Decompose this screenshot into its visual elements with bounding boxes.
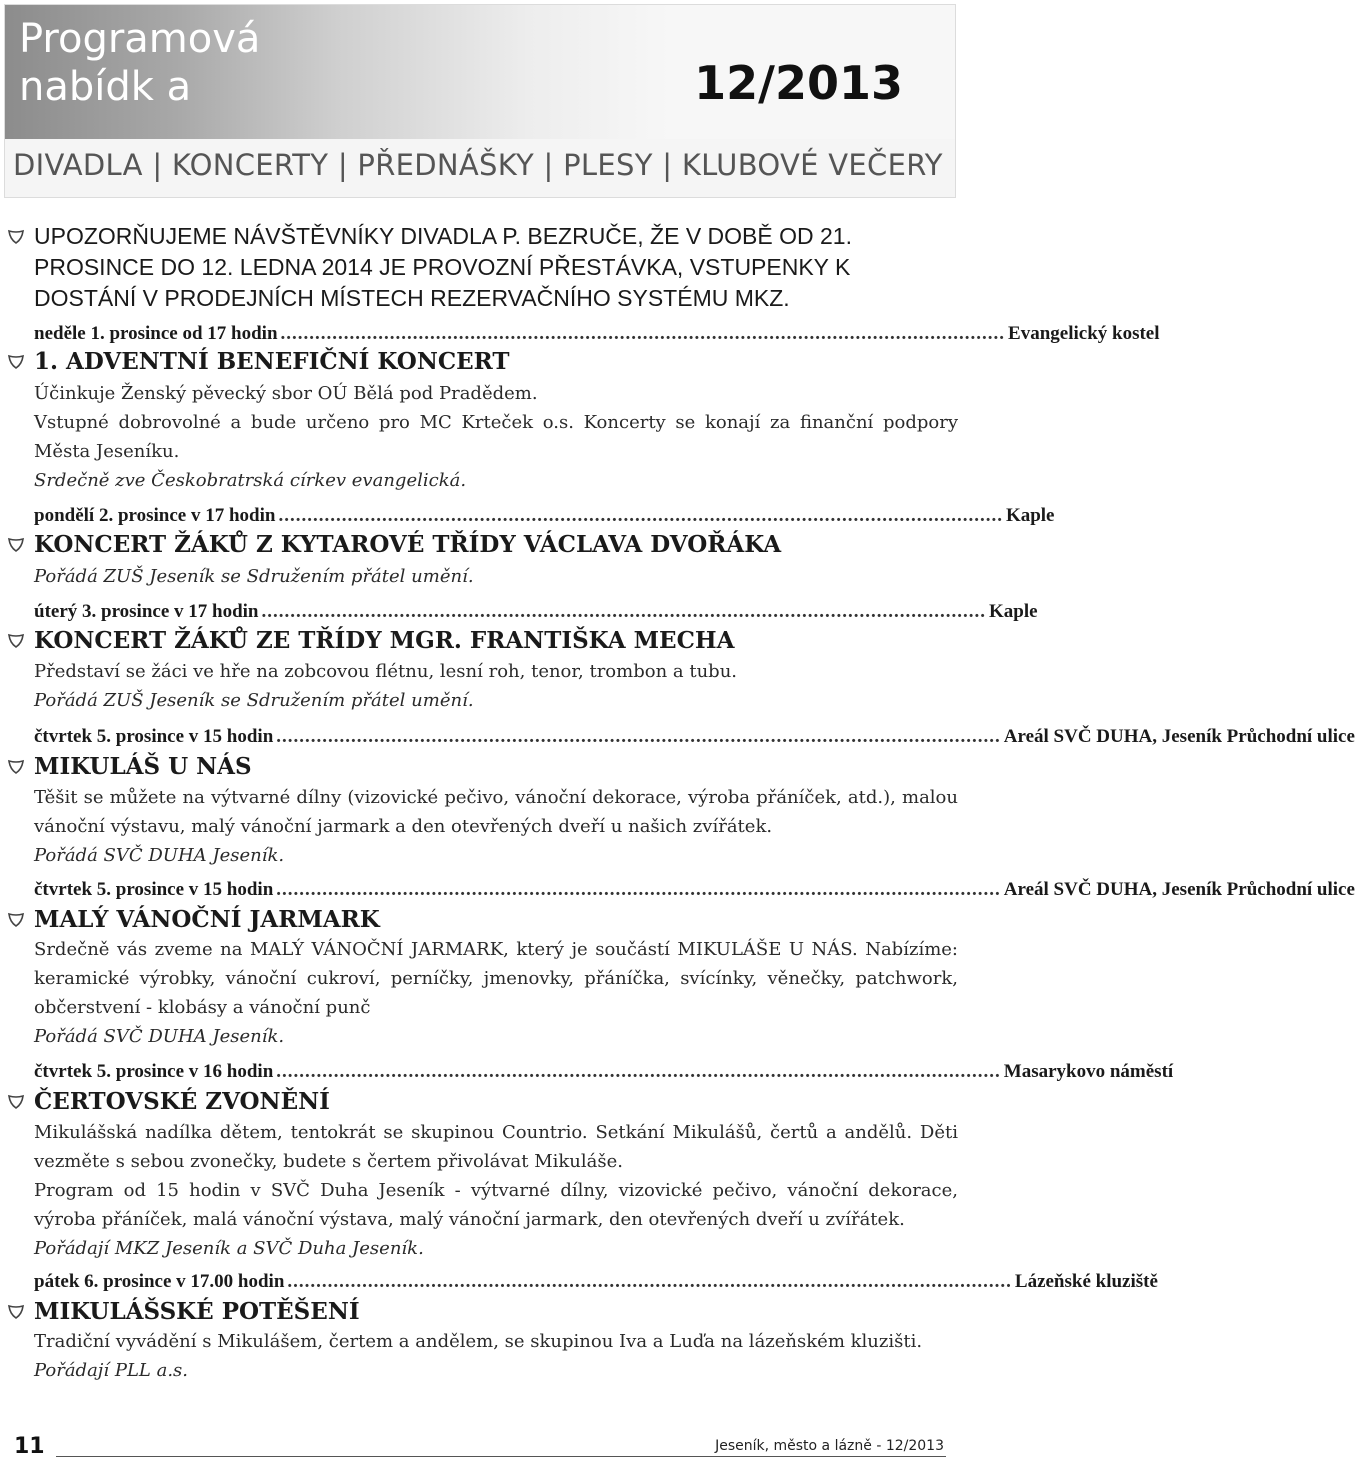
event-dateline xyxy=(34,600,1038,624)
event-text-line: Tradiční vyvádění s Mikulášem, čertem a andělem, se skupinou Iva a Luďa na lázeňském kluzišti. xyxy=(34,1331,923,1352)
event-text-line: Vstupné dobrovolné a bude určeno pro MC Krteček o.s. Koncerty se konají za finanční podpory Města Jeseníku. xyxy=(34,412,958,462)
leaf-bullet-icon xyxy=(8,230,24,244)
issue-number: 12/2013 xyxy=(694,56,903,110)
event-description xyxy=(34,935,958,1051)
event-dateline xyxy=(34,725,1355,749)
event-date: neděle 1. prosince od 17 hodin xyxy=(34,323,278,344)
page-header xyxy=(4,4,956,198)
section-title-line2: nabídk a xyxy=(19,64,192,110)
event-title: MIKULÁŠSKÉ POTĚŠENÍ xyxy=(34,1298,360,1325)
event-description xyxy=(34,1118,958,1263)
event-organizer: Pořádají MKZ Jeseník a SVČ Duha Jeseník. xyxy=(34,1238,424,1259)
event-organizer: Pořádá SVČ DUHA Jeseník. xyxy=(34,845,285,866)
event-date: úterý 3. prosince v 17 hodin xyxy=(34,601,259,622)
event-dateline xyxy=(34,878,1355,902)
event-place: Kaple xyxy=(1005,505,1055,526)
dot-leader: .............................................................................................................................. xyxy=(278,505,1003,526)
dot-leader: .............................................................................................................................. xyxy=(276,879,1001,900)
event-organizer: Srdečně zve Českobratrská církev evangelická. xyxy=(34,470,467,491)
dot-leader: .............................................................................................................................. xyxy=(280,323,1006,344)
event-dateline xyxy=(34,504,1055,528)
event-organizer: Pořádají PLL a.s. xyxy=(34,1360,189,1381)
leaf-bullet-icon xyxy=(8,538,24,552)
dot-leader: .............................................................................................................................. xyxy=(261,601,987,622)
event-dateline xyxy=(34,322,1160,346)
event-date: čtvrtek 5. prosince v 15 hodin xyxy=(34,879,274,900)
page-number: 11 xyxy=(14,1434,45,1459)
event-title: 1. ADVENTNÍ BENEFIČNÍ KONCERT xyxy=(34,348,510,375)
event-organizer: Pořádá ZUŠ Jeseník se Sdružením přátel umění. xyxy=(34,690,474,711)
event-place: Areál SVČ DUHA, Jeseník Průchodní ulice xyxy=(1003,879,1355,900)
section-title xyxy=(19,15,260,111)
event-organizer: Pořádá ZUŠ Jeseník se Sdružením přátel umění. xyxy=(34,566,474,587)
event-dateline xyxy=(34,1270,1158,1294)
event-place: Evangelický kostel xyxy=(1008,323,1160,344)
event-text-line: Těšit se můžete na výtvarné dílny (vizovické pečivo, vánoční dekorace, výroba přáníček, atd.), malou vánoční výstavu, malý vánoční jarmark a den otevřených dveří u našich zvířátek. xyxy=(34,787,958,837)
event-text-line: Program od 15 hodin v SVČ Duha Jeseník - výtvarné dílny, vizovické pečivo, vánoční dekorace, výroba přáníček, malá vánoční výstava, malý vánoční jarmark, den otevřených dveří u zvířátek. xyxy=(34,1180,958,1230)
event-date: pondělí 2. prosince v 17 hodin xyxy=(34,505,276,526)
event-date: pátek 6. prosince v 17.00 hodin xyxy=(34,1271,285,1292)
leaf-bullet-icon xyxy=(8,1305,24,1319)
event-place: Areál SVČ DUHA, Jeseník Průchodní ulice xyxy=(1003,726,1355,747)
section-title-line1: Programová xyxy=(19,16,261,62)
event-date: čtvrtek 5. prosince v 15 hodin xyxy=(34,726,274,747)
event-description xyxy=(34,562,958,591)
publication-info: Jeseník, město a lázně - 12/2013 xyxy=(715,1438,944,1454)
event-description xyxy=(34,1327,958,1385)
event-organizer: Pořádá SVČ DUHA Jeseník. xyxy=(34,1026,285,1047)
event-text-line: Představí se žáci ve hře na zobcovou flétnu, lesní roh, tenor, trombon a tubu. xyxy=(34,661,738,682)
event-title: MALÝ VÁNOČNÍ JARMARK xyxy=(34,906,380,933)
event-date: čtvrtek 5. prosince v 16 hodin xyxy=(34,1061,274,1082)
event-place: Kaple xyxy=(989,601,1038,622)
event-title: ČERTOVSKÉ ZVONĚNÍ xyxy=(34,1088,330,1115)
leaf-bullet-icon xyxy=(8,760,24,774)
dot-leader: .............................................................................................................................. xyxy=(276,726,1001,747)
footer-rule xyxy=(56,1456,946,1457)
event-place: Lázeňské kluziště xyxy=(1014,1271,1158,1292)
event-text-line: Srdečně vás zveme na MALÝ VÁNOČNÍ JARMARK, který je součástí MIKULÁŠE U NÁS. Nabízíme: keramické výrobky, vánoční cukroví, perníčky, jmenovky, přáníčka, svícínky, věnečky, patchwork, občerstvení - klobásy a vánoční punč xyxy=(34,939,958,1018)
event-text-line: Účinkuje Ženský pěvecký sbor OÚ Bělá pod Pradědem. xyxy=(34,383,538,404)
theatre-notice: UPOZORŇUJEME NÁVŠTĚVNÍKY DIVADLA P. BEZRUČE, ŽE V DOBĚ OD 21. PROSINCE DO 12. LEDNA 2014 JE PROVOZNÍ PŘESTÁVKA, VSTUPENKY K DOSTÁNÍ V PRODEJNÍCH MÍSTECH REZERVAČNÍHO SYSTÉMU MKZ. xyxy=(34,223,852,311)
event-dateline xyxy=(34,1060,1174,1084)
leaf-bullet-icon xyxy=(8,355,24,369)
leaf-bullet-icon xyxy=(8,634,24,648)
event-title: MIKULÁŠ U NÁS xyxy=(34,753,252,780)
event-title: KONCERT ŽÁKŮ Z KYTAROVÉ TŘÍDY VÁCLAVA DVOŘÁKA xyxy=(34,531,782,558)
category-list: DIVADLA | KONCERTY | PŘEDNÁŠKY | PLESY | KLUBOVÉ VEČERY xyxy=(13,148,943,182)
leaf-bullet-icon xyxy=(8,913,24,927)
event-description xyxy=(34,657,958,715)
dot-leader: .............................................................................................................................. xyxy=(276,1061,1001,1082)
event-description xyxy=(34,783,958,870)
event-title: KONCERT ŽÁKŮ ZE TŘÍDY MGR. FRANTIŠKA MECHA xyxy=(34,627,735,654)
leaf-bullet-icon xyxy=(8,1095,24,1109)
event-text-line: Mikulášská nadílka dětem, tentokrát se skupinou Countrio. Setkání Mikulášů, čertů a andělů. Děti vezměte s sebou zvonečky, budete s čertem přivolávat Mikuláše. xyxy=(34,1122,958,1172)
event-description xyxy=(34,379,958,495)
event-place: Masarykovo náměstí xyxy=(1003,1061,1174,1082)
dot-leader: .............................................................................................................................. xyxy=(287,1271,1012,1292)
